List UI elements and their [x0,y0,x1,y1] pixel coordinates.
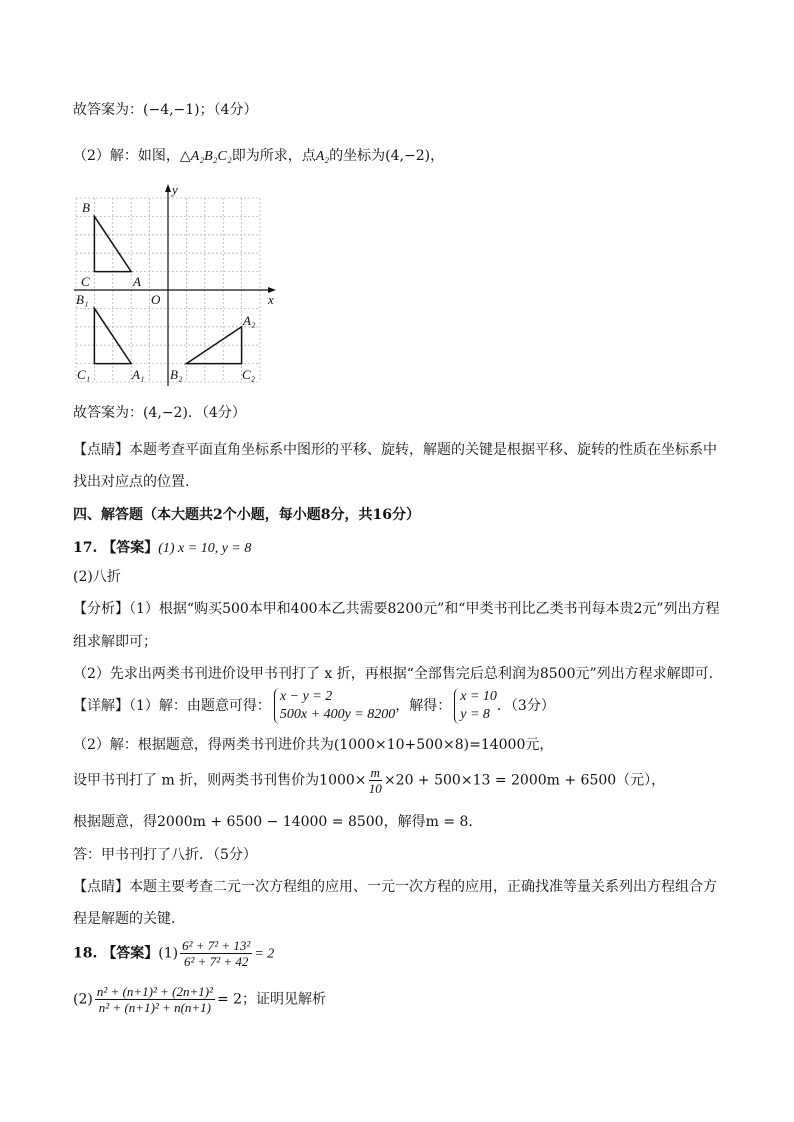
label-C: C [81,274,90,289]
answer-line-1: 故答案为：(−4,−1)；（4分） [73,102,258,118]
remark-line-2: 找出对应点的位置. [73,474,190,490]
label-x: x [268,292,274,307]
label-B1: B₁ [76,292,89,307]
analysis-line-1: 【分析】（1）根据“购买500本甲和400本乙共需要8200元”和“甲类书刊比乙类书刊每本贵2元”列出方程 [73,601,720,617]
label-A2: A₂ [243,313,256,328]
q17-answer-1: 17. 【答案】(1) x = 10, y = 8 [73,540,252,556]
label-A1: A₁ [132,367,145,382]
label-C2: C₂ [242,367,256,382]
remark2-line-2: 程是解题的关键． [73,911,185,927]
fraction-q18-2: $\frac{\text{n² + (n+1)² + (2n+1)²}}{\text{n² + (n+1)² + n(n+1)}}$ [96,984,213,1015]
detail-line-3: 设甲书刊打了 m 折，则两类书刊售价为1000× $\frac{m}{10}$ ×20 + 500×13 = 2000m + 6500（元）， [73,765,666,796]
label-B: B [82,200,90,215]
remark-line-1: 【点睛】本题考查平面直角坐标系中图形的平移、旋转，解题的关键是根据平移、旋转的性质在坐标系中 [73,442,717,458]
solution-line-2: （2）解：如图，△A₂B₂C₂即为所求，点A₂的坐标为(4,−2)， [73,148,445,164]
label-y: y [172,182,178,197]
detail-line-5: 答：甲书刊打了八折．（5分） [73,847,257,863]
detail-line-4: 根据题意，得2000m + 6500 − 14000 = 8500，解得m = 8． [73,814,483,830]
analysis-line-3: （2）先求出两类书刊进价设甲书刊打了 x 折，再根据“全部售完后总利润为8500元”列出方程求解即可. [73,666,714,682]
fraction-m-over-10: $\frac{m}{10}$ [368,765,382,796]
section-heading: 四、解答题（本大题共2个小题，每小题8分，共16分） [73,507,420,523]
remark2-line-1: 【点睛】本题主要考查二元一次方程组的应用、一元一次方程的应用，正确找准等量关系列出方程组合方 [73,879,717,895]
y-axis-arrow [165,184,171,192]
solution-system: x = 10 y = 8 [454,688,497,724]
q18-answer-1: 18. 【答案】(1) $\frac{\text{6² + 7² + 13²}}{\text{6² + 7² + 42}}$ = 2 [73,938,275,969]
label-C1: C₁ [77,367,91,382]
analysis-line-2: 组求解即可； [73,634,157,650]
answer-line-3: 故答案为：(4,−2)．（4分） [73,405,246,421]
fraction-q18-1: $\frac{\text{6² + 7² + 13²}}{\text{6² + 7² + 42}}$ [182,938,251,969]
equation-system: x − y = 2 500x + 400y = 8200 [274,688,395,724]
detail-line-2: （2）解：根据题意，得两类书刊进价共为(1000×10+500×8)=14000元， [73,737,554,753]
coordinate-figure [70,182,285,388]
q17-answer-2: (2)八折 [73,569,121,585]
detail-line-1: 【详解】（1）解：由题意可得： x − y = 2 500x + 400y = 8200 ，解得： x = 10 y = 8 ．（3分） [73,689,555,722]
label-O: O [151,292,161,307]
label-A: A [133,274,141,289]
q18-answer-2: (2) $\frac{\text{n² + (n+1)² + (2n+1)²}}{\text{n² + (n+1)² + n(n+1)}}$ = 2；证明见解析 [73,984,327,1015]
label-B2: B₂ [170,367,183,382]
